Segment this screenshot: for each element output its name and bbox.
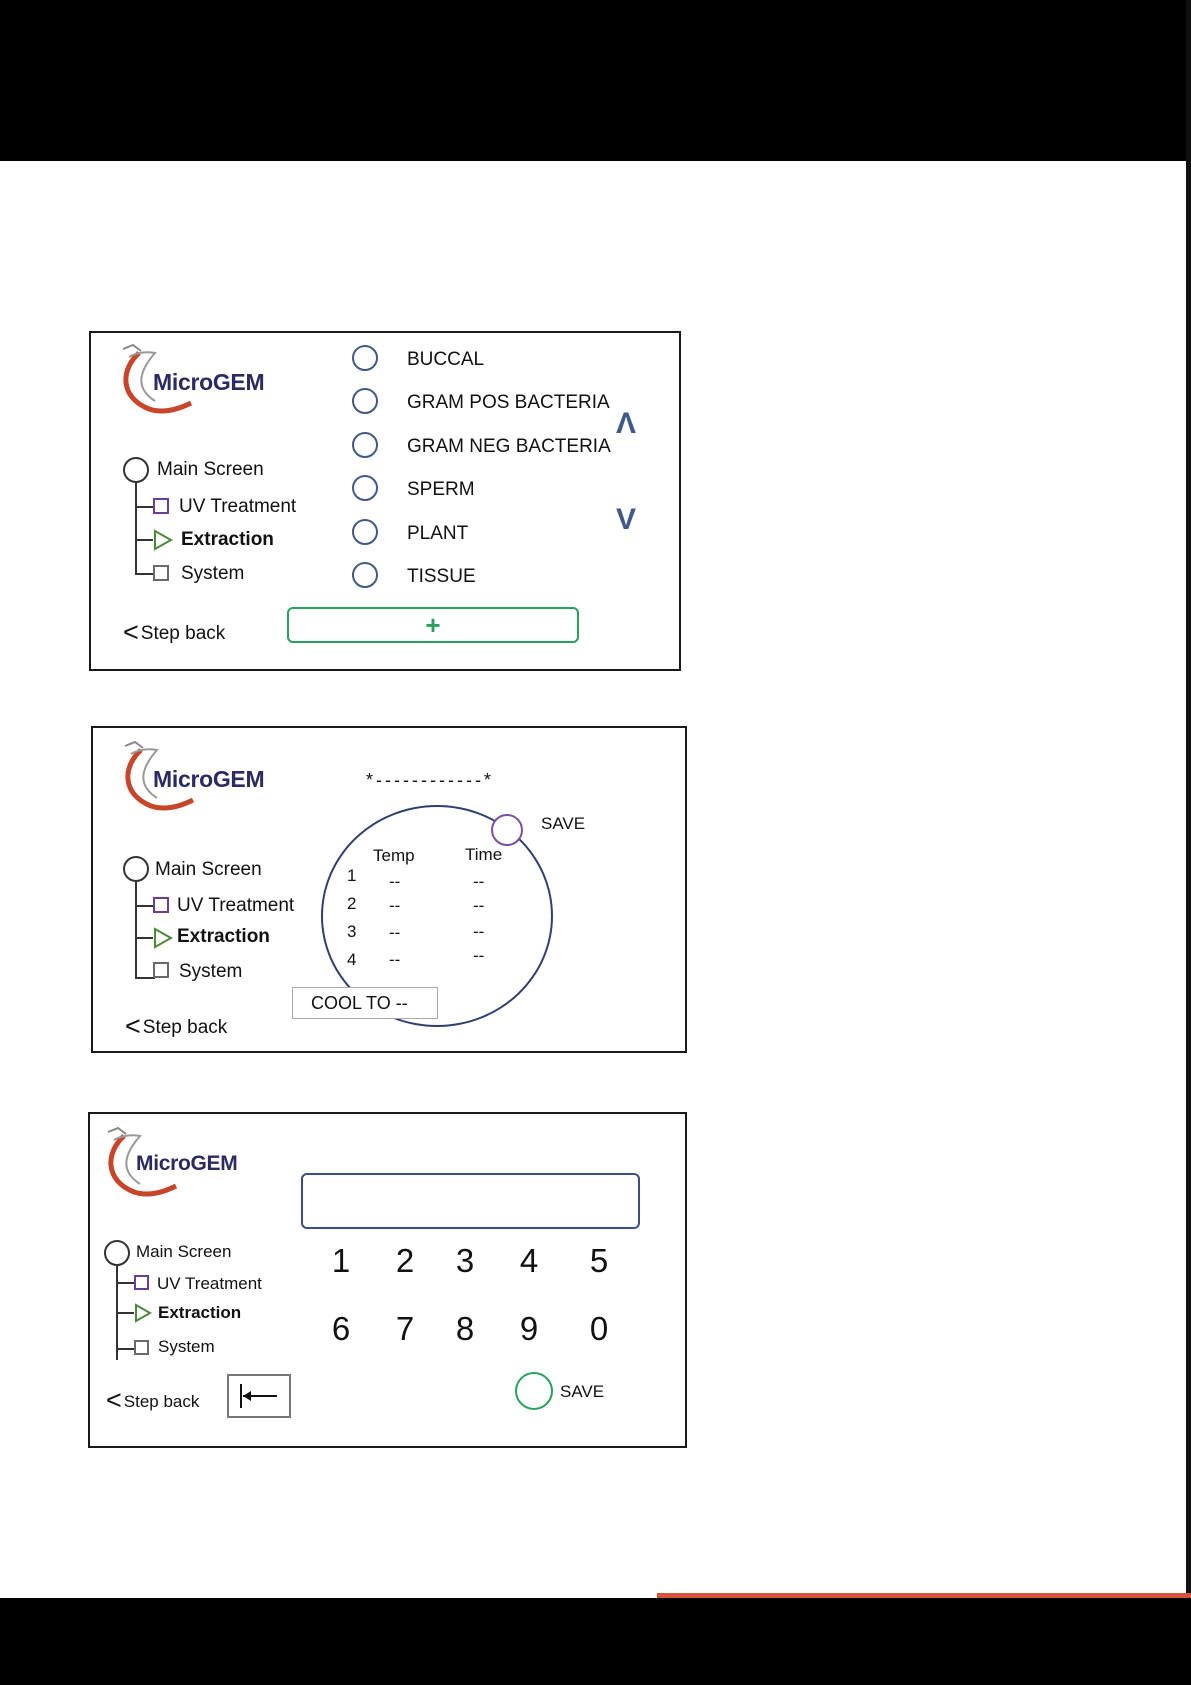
- backspace-arrow-icon: [229, 1376, 289, 1416]
- footer-band: [0, 1598, 1191, 1685]
- option-plant[interactable]: PLANT: [407, 523, 469, 544]
- key-0[interactable]: 0: [589, 1310, 609, 1347]
- radio-sperm[interactable]: [352, 475, 378, 501]
- key-4[interactable]: 4: [519, 1242, 539, 1279]
- panel-numeric-keypad: [88, 1112, 687, 1448]
- key-8[interactable]: 8: [455, 1310, 475, 1347]
- option-gram-neg[interactable]: GRAM NEG BACTERIA: [407, 436, 611, 457]
- extraction-triangle-icon: [153, 529, 173, 551]
- tree-extraction[interactable]: Extraction: [181, 529, 274, 550]
- tree-extraction[interactable]: Extraction: [158, 1303, 242, 1322]
- step-back-button[interactable]: < Step back: [125, 1011, 228, 1041]
- tree-uv-treatment[interactable]: UV Treatment: [179, 496, 297, 517]
- tree-main-screen[interactable]: Main Screen: [136, 1242, 232, 1261]
- row-number: 4: [347, 950, 357, 969]
- tree-system[interactable]: System: [181, 563, 245, 584]
- row-temp[interactable]: --: [389, 896, 401, 915]
- chevron-left-icon: <: [125, 1011, 141, 1041]
- logo-text: MicroGEM: [153, 369, 265, 395]
- key-5[interactable]: 5: [589, 1242, 609, 1279]
- tree-main-node-icon[interactable]: [123, 856, 149, 882]
- key-7[interactable]: 7: [395, 1310, 415, 1347]
- program-name[interactable]: *------------*: [366, 770, 494, 790]
- system-square-icon: [153, 565, 169, 581]
- key-2[interactable]: 2: [395, 1242, 415, 1279]
- extraction-triangle-icon: [153, 927, 173, 949]
- key-1[interactable]: 1: [331, 1242, 351, 1279]
- extraction-triangle-icon: [134, 1303, 152, 1323]
- tree-uv-treatment[interactable]: UV Treatment: [177, 895, 295, 916]
- panel-program-editor: [91, 726, 687, 1053]
- option-sperm[interactable]: SPERM: [407, 479, 475, 500]
- key-9[interactable]: 9: [519, 1310, 539, 1347]
- step-back-button[interactable]: < Step back: [123, 617, 226, 647]
- right-edge: [1186, 0, 1191, 1685]
- row-number: 2: [347, 894, 357, 913]
- tree-system[interactable]: System: [158, 1337, 215, 1356]
- radio-gram-pos[interactable]: [352, 388, 378, 414]
- save-circle-icon[interactable]: [515, 1372, 553, 1410]
- option-buccal[interactable]: BUCCAL: [407, 349, 485, 370]
- row-temp[interactable]: --: [389, 950, 401, 969]
- microgem-logo: [113, 736, 283, 816]
- tree-uv-treatment[interactable]: UV Treatment: [157, 1274, 262, 1293]
- save-label[interactable]: SAVE: [541, 814, 586, 833]
- row-temp[interactable]: --: [389, 872, 401, 891]
- tree-main-node-icon[interactable]: [123, 457, 149, 483]
- panel-sample-types: [89, 331, 681, 671]
- row-time[interactable]: --: [473, 922, 485, 941]
- key-6[interactable]: 6: [331, 1310, 351, 1347]
- row-time[interactable]: --: [473, 946, 485, 965]
- logo-text: MicroGEM: [153, 766, 265, 792]
- tree-main-screen[interactable]: Main Screen: [155, 859, 262, 880]
- radio-tissue[interactable]: [352, 562, 378, 588]
- chevron-left-icon: <: [123, 617, 139, 647]
- row-temp[interactable]: --: [389, 923, 401, 942]
- scroll-down-icon[interactable]: V: [616, 503, 637, 536]
- tree-main-screen[interactable]: Main Screen: [157, 459, 264, 480]
- key-3[interactable]: 3: [455, 1242, 475, 1279]
- radio-gram-neg[interactable]: [352, 432, 378, 458]
- scroll-up-icon[interactable]: Λ: [616, 407, 637, 440]
- step-back-button[interactable]: < Step back: [106, 1385, 200, 1415]
- system-square-icon: [153, 962, 169, 978]
- tree-extraction[interactable]: Extraction: [177, 926, 270, 947]
- header-band: [0, 0, 1191, 161]
- row-time[interactable]: --: [473, 896, 485, 915]
- tree-main-node-icon[interactable]: [104, 1240, 130, 1266]
- row-time[interactable]: --: [473, 872, 485, 891]
- radio-buccal[interactable]: [352, 345, 378, 371]
- temp-header: Temp: [373, 846, 415, 865]
- uv-square-icon: [153, 498, 169, 514]
- option-tissue[interactable]: TISSUE: [407, 566, 476, 587]
- microgem-logo: [111, 339, 281, 419]
- save-circle-icon[interactable]: [491, 814, 523, 846]
- numeric-input[interactable]: [301, 1173, 640, 1229]
- cool-to-field[interactable]: COOL TO --: [292, 987, 438, 1019]
- row-number: 3: [347, 922, 357, 941]
- logo-text: MicroGEM: [136, 1152, 238, 1175]
- radio-plant[interactable]: [352, 519, 378, 545]
- tree-system[interactable]: System: [179, 961, 243, 982]
- save-label[interactable]: SAVE: [560, 1382, 605, 1401]
- backspace-button[interactable]: [227, 1374, 291, 1418]
- chevron-left-icon: <: [106, 1385, 122, 1415]
- uv-square-icon: [134, 1275, 149, 1290]
- add-button[interactable]: +: [287, 607, 579, 643]
- microgem-logo: [96, 1122, 266, 1202]
- system-square-icon: [134, 1340, 149, 1355]
- row-number: 1: [347, 866, 357, 885]
- uv-square-icon: [153, 897, 169, 913]
- option-gram-pos[interactable]: GRAM POS BACTERIA: [407, 392, 610, 413]
- time-header: Time: [465, 845, 503, 864]
